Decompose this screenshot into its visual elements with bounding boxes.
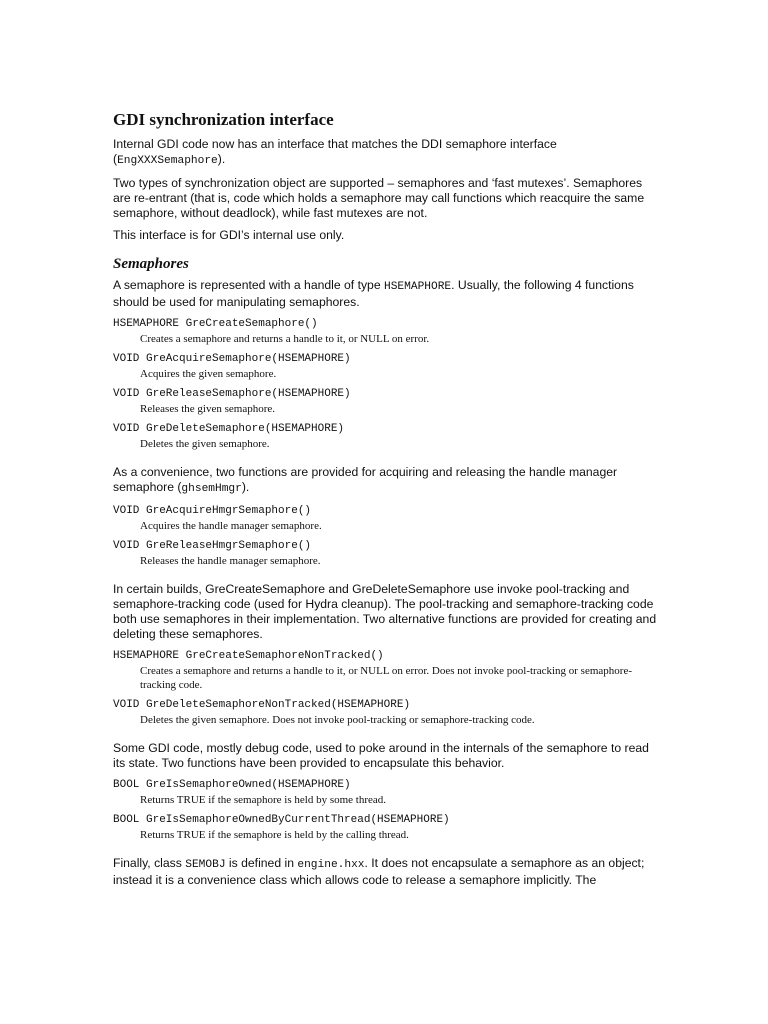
function-description: Acquires the handle manager semaphore. [140,520,322,532]
semaphores-paragraph-1: A semaphore is represented with a handle of type HSEMAPHORE. Usually, the following 4 functions should be used for manipulating semaphores. [113,278,634,309]
inline-code: EngXXXSemaphore [117,155,218,167]
function-description: Releases the handle manager semaphore. [140,555,321,567]
function-description: Deletes the given semaphore. Does not invoke pool-tracking or semaphore-tracking code. [140,714,535,726]
semaphores-paragraph-3: In certain builds, GreCreateSemaphore and GreDeleteSemaphore use invoke pool-tracking and semaphore-tracking code (used for Hydra cleanup). The pool-tracking and semaphore-tracking code both use semaphores in their implementation. Two alternative functions are provided for creating and deleting these semaphores. [113,582,657,641]
function-description: Deletes the given semaphore. [140,438,270,450]
function-signature: VOID GreAcquireSemaphore(HSEMAPHORE) [113,353,351,365]
inline-code: ghsemHmgr [181,483,242,495]
function-description: Returns TRUE if the semaphore is held by the calling thread. [140,829,409,841]
intro-paragraph-1: Internal GDI code now has an interface that matches the DDI semaphore interface (EngXXXSemaphore). [113,137,557,167]
inline-code: SEMOBJ [185,859,226,871]
document-body [113,110,658,895]
function-signature: VOID GreAcquireHmgrSemaphore() [113,505,312,517]
function-signature: BOOL GreIsSemaphoreOwned(HSEMAPHORE) [113,779,351,791]
function-signature: HSEMAPHORE GreCreateSemaphoreNonTracked() [113,650,384,662]
function-signature: VOID GreReleaseHmgrSemaphore() [113,540,312,552]
function-description: Returns TRUE if the semaphore is held by some thread. [140,794,387,806]
page-title: GDI synchronization interface [113,110,334,129]
semaphores-paragraph-5: Finally, class SEMOBJ is defined in engine.hxx. It does not encapsulate a semaphore as an object; instead it is a convenience class which allows code to release a semaphore implicitly. The [113,856,645,887]
function-signature: VOID GreReleaseSemaphore(HSEMAPHORE) [113,388,351,400]
function-signature: VOID GreDeleteSemaphoreNonTracked(HSEMAPHORE) [113,699,411,711]
inline-code: HSEMAPHORE [384,281,452,293]
function-description: Acquires the given semaphore. [140,368,277,380]
function-description: Creates a semaphore and returns a handle to it, or NULL on error. [140,333,430,345]
section-heading-semaphores: Semaphores [113,256,189,272]
inline-code: engine.hxx [297,859,365,871]
semaphores-paragraph-2: As a convenience, two functions are provided for acquiring and releasing the handle manager semaphore (ghsemHmgr). [113,465,618,495]
function-description: Releases the given semaphore. [140,403,276,415]
function-signature: VOID GreDeleteSemaphore(HSEMAPHORE) [113,423,345,435]
function-signature: HSEMAPHORE GreCreateSemaphore() [113,318,318,330]
function-signature: BOOL GreIsSemaphoreOwnedByCurrentThread(HSEMAPHORE) [113,814,450,826]
semaphores-paragraph-4: Some GDI code, mostly debug code, used to poke around in the internals of the semaphore to read its state. Two functions have been provided to encapsulate this behavior. [113,741,649,770]
intro-paragraph-3: This interface is for GDI’s internal use only. [113,228,345,242]
function-description: Creates a semaphore and returns a handle to it, or NULL on error. Does not invoke pool-tracking or semaphore-tracking code. [140,665,632,691]
intro-paragraph-2: Two types of synchronization object are supported – semaphores and ‘fast mutexes’. Semaphores are re-entrant (that is, code which holds a semaphore may call functions which reacquire the same semaphore, without deadlock), while fast mutexes are not. [113,176,645,220]
